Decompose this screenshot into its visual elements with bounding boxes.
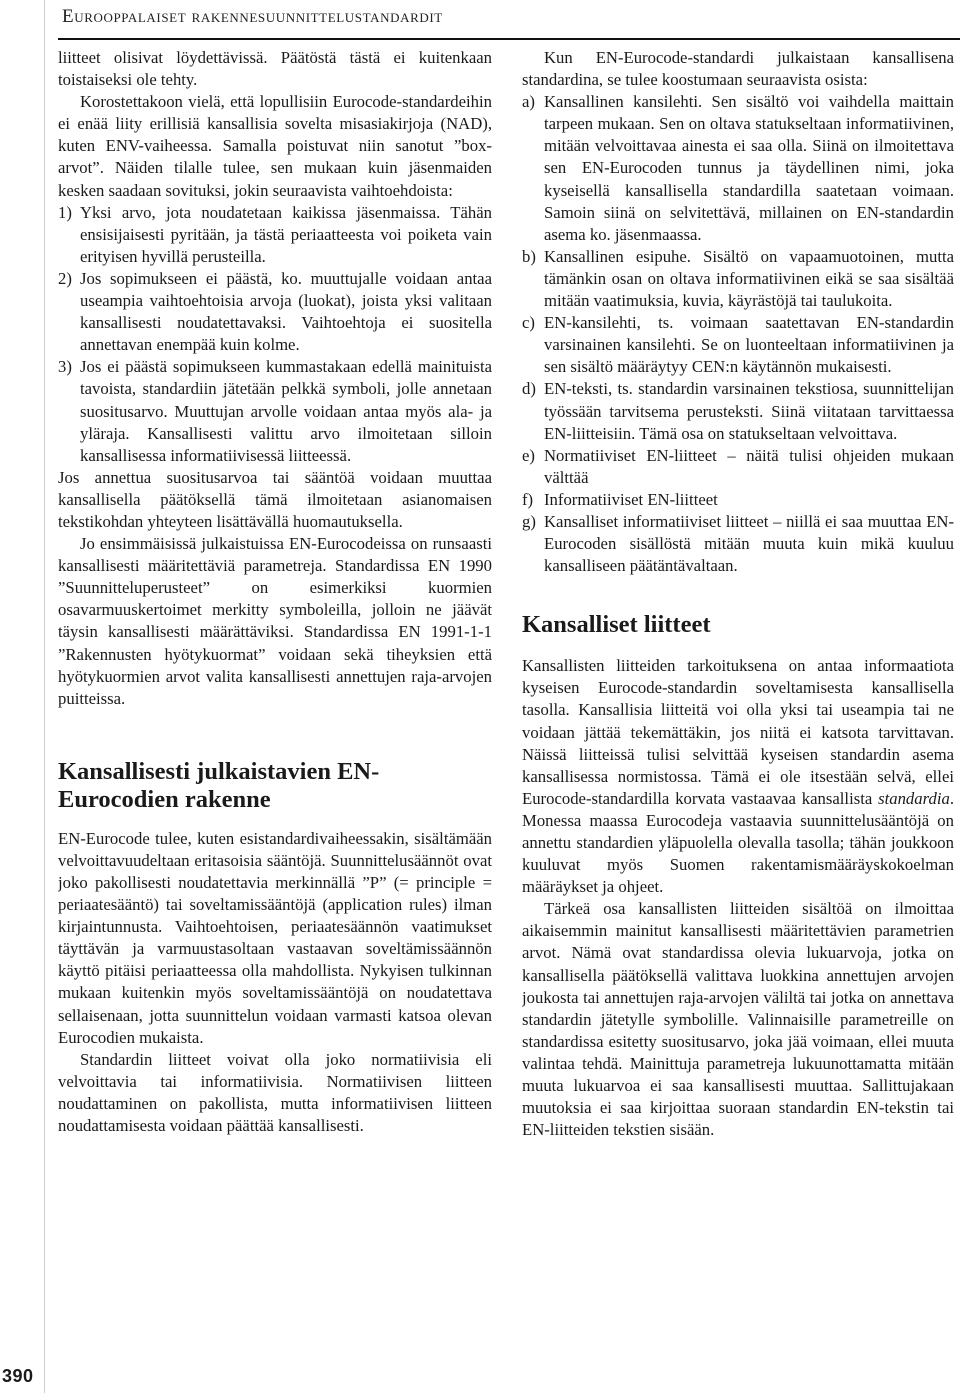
part-text: EN-teksti, ts. standardin varsinainen tekstiosa, suunnittelijan työssään tarvitsema perusteksti. Siinä viitataan tarvittaessa EN-liitteisiin. Tämä osa on statukseltaan velvoittava. [544,379,954,443]
part-text: Kansallinen esipuhe. Sisältö on vapaamuotoinen, mutta tämänkin osan on oltava informatiivinen eikä se saa sisältää mitään vaatimuksia, kuvia, käyrästöjä tai taulukoita. [544,246,954,311]
para-suositusarvoa: Jos annettua suositusarvoa tai sääntöä voidaan muuttaa kansallisella päätöksellä tämä ilmoitetaan asianomaisen tekstikohdan yhteyteen lisättävällä huomautuksella. [58,467,492,531]
part-marker: g) [522,511,536,531]
para-kun: Kun EN-Eurocode-standardi julkaistaan kansallisena standardina, se tulee koostumaan seuraavista osista: [522,48,954,90]
part-text: Kansalliset informatiiviset liitteet – niillä ei saa muuttaa EN-Eurocoden sisällöstä mitään muuta kuin mikä kuuluu kansalliseen päätäntävaltaan. [544,511,954,576]
option-text: Yksi arvo, jota noudatetaan kaikissa jäsenmaissa. Tähän ensisijaisesti pyritään, ja tästä periaatteesta voi poiketa vain erityisen hyvillä perusteilla. [80,202,492,266]
page-number: 390 [2,1366,42,1387]
part-item-g [522,511,954,577]
part-item-e [522,445,954,489]
para-tarkoitus [522,655,954,898]
option-marker: 1) [58,202,72,222]
para-intro: liitteet olisivat löydettävissä. Päätöstä tästä ei kuitenkaan toistaiseksi ole tehty. [58,48,492,90]
option-item-1 [58,202,492,268]
part-marker: b) [522,246,536,266]
emphasis-standardia: standardia [878,788,950,808]
option-marker: 3) [58,357,72,377]
part-item-d [522,378,954,444]
section-heading-rakenne: Kansallisesti julkaistavien EN-Eurocodien rakenne [58,757,380,813]
option-text: Jos sopimukseen ei päästä, ko. muuttujalle voidaan antaa useampia vaihtoehtoisia arvoja (luokat), joista yksi valitaan kansallisesti noudatettavaksi. Vaihtoehtoja ei suositella annettavan enempää kuin kolme. [80,268,492,355]
para-tarkea: Tärkeä osa kansallisten liitteiden sisältöä on ilmoittaa aikaisemmin mainitut kansallisesti määritettävien parametrien arvot. Nämä ovat standardissa olevia lukuarvoja, jotka on kansallisella päätöksellä valittava luokkina annettujen arvojen joukosta tai annettujen raja-arvojen väliltä tai jotka on annettava standardin jätetylle symbolille. Valinnaisille parametreille on standardissa esitetty suositusarvo, joka jää voimaan, ellei muuta valintaa tehdä. Mainittuja parametreja lukuunottamatta mitään muuta lukuarvoa ei saa kansallisesti muuttaa. Sallittujakaan muutoksia ei saa kirjoittaa suoraan standardin EN-tekstin tai EN-liitteiden tekstien sisään. [522,899,954,1140]
para-eurocode: EN-Eurocode tulee, kuten esistandardivaiheessakin, sisältämään velvoittavuudeltaan eritasoisia sääntöjä. Suunnittelusäännöt ovat joko pakollisesti noudatettavia merkinnällä ”P” (= principle = periaatesääntö) tai soveltamissääntöjä (application rules) ilman kirjaintunnusta. Vaihtoehtoisen, periaatesäännön vaatimukset täyttävän ja varmuustasoltaan vastaavan soveltämissäännön käyttö pitäisi periaatteessa olla mahdollista. Nykyisen tulkinnan mukaan kuitenkin myös soveltamissääntöjä on noudatettava sellaisenaan, jotta suunnittelun voidaan varmasti katsoa olevan Eurocodien mukaista. [58,828,492,1047]
para-tarkoitus-start: Kansallisten liitteiden tarkoituksena on antaa informaatiota kyseisen Eurocode-standardin soveltamisesta kansallisella tasolla. Kansallisia liitteitä voi olla yksi tai useampia tai ne voidaan jättää tekemättäkin, jos niitä ei katsota tarvittavan. Näissä liitteissä tulisi selvittää kyseisen standardin asema kansallisessa normistossa. Tämä ei ole itsestään selvä, ellei Eurocode-standardilla korvata vastaavaa kansallista [522,656,954,808]
left-column [58,47,492,1383]
part-text: Normatiiviset EN-liitteet – näitä tulisi ohjeiden mukaan välttää [544,445,954,487]
part-marker: d) [522,379,536,399]
option-text: Jos ei päästä sopimukseen kummastakaan edellä mainituista tavoista, standardiin jätetään pelkkä symboli, jolle annetaan suositusarvo. Muuttujan arvolle voidaan antaa myös ala- ja yläraja. Kansallisesti valittu arvo ilmoitetaan silloin kansallisessa informatiivisessä liitteessä. [80,357,492,465]
page-gutter [0,0,45,1393]
option-item-2 [58,268,492,356]
part-marker: e) [522,445,535,465]
para-korostettakoon: Korostettakoon vielä, että lopullisiin Eurocode-standardeihin ei enää liity erillisiä kansallisia sovelta misasiakirjoja (NAD), kuten ENV-vaiheessa. Samalla poistuvat niin sanotut ”box-arvot”. Näiden tilalle tulee, sen mukaan kuin jäsenmaiden kesken saadaan sovituksi, jokin seuraavista vaihtoehdoista: [58,92,492,200]
option-item-3 [58,356,492,466]
part-item-a [522,91,954,246]
part-item-f [522,489,954,511]
option-marker: 2) [58,268,72,288]
para-ensimmaisissa: Jo ensimmäisissä julkaistuissa EN-Eurocodeissa on runsaasti kansallisesti määritettäviä parametreja. Standardissa EN 1990 ”Suunnitteluperusteet” on esimerkiksi kuormien osavarmuuskertoimet merkitty symboleilla, jolloin ne jäävät täysin kansallisesti määrättäviksi. Standardissa EN 1991-1-1 ”Rakennusten hyötykuormat” voidaan sekä tiheyksien että hyötykuormien arvot valita kansallisesti annettujen raja-arvojen puitteissa. [58,534,492,708]
part-marker: f) [522,489,534,509]
part-item-c [522,312,954,378]
part-item-b [522,246,954,312]
part-text: Informatiiviset EN-liitteet [544,489,718,509]
header-rule [58,38,960,40]
right-column [522,47,954,1383]
para-liitteet: Standardin liitteet voivat olla joko normatiivisia eli velvoittavia tai informatiivisia. Normatiivisen liitteen noudattaminen on pakollista, mutta informatiivisen liitteen noudattamisesta voidaan päättää kansallisesti. [58,1049,492,1136]
para-tarkoitus-end: . Monessa maassa Eurocodeja vastaavia suunnittelusääntöjä on annettu standardien yläpuolella olevalla tasolla; tähän joukkoon kuuluvat myös Suomen rakentamismääräyskokoelman määräykset ja ohjeet. [522,788,954,897]
part-text: Kansallinen kansilehti. Sen sisältö voi vaihdella maittain tarpeen mukaan. Sen on oltava statukseltaan informatiivinen, mitään velvoittavaa ainesta ei saa olla. Siinä on ilmoitettava sen EN-Eurocoden tunnus ja täydellinen nimi, joka kyseisellä kansallisella standardilla saatetaan voimaan. Samoin siinä on selvitettävä, millainen on EN-standardin asema ko. jäsenmaassa. [544,92,954,244]
section-heading-kansalliset-liitteet: Kansalliset liitteet [522,611,711,639]
running-header: Eurooppalaiset rakennesuunnittelustandardit [62,6,443,27]
part-marker: a) [522,92,535,112]
part-text: EN-kansilehti, ts. voimaan saatettavan EN-standardin varsinainen kansilehti. Se on luonteeltaan informatiivinen ja sen sisältö määräytyy CEN:n käytännön mukaisesti. [544,313,954,377]
part-marker: c) [522,313,535,333]
